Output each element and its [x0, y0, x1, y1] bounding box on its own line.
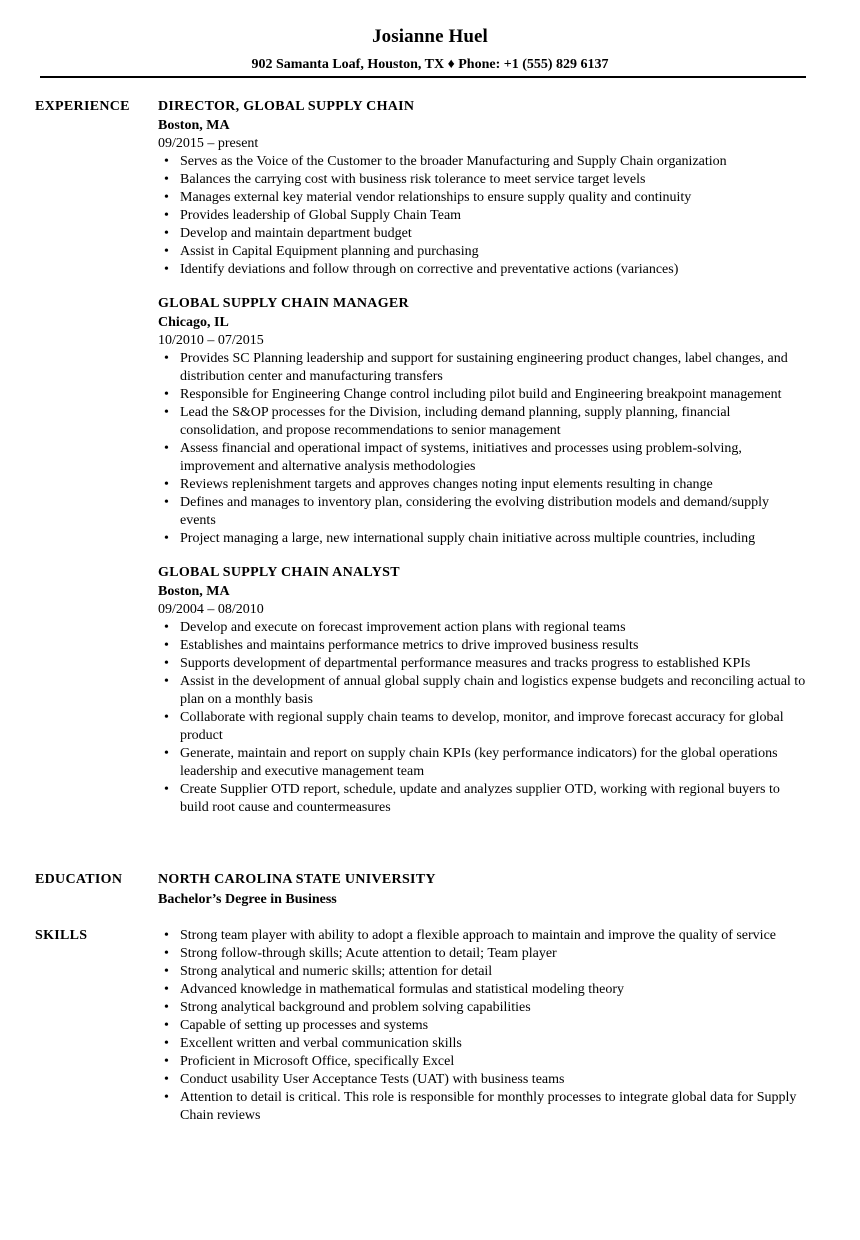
bullet-text: Project managing a large, new international supply chain initiative across multiple countries, including: [180, 531, 756, 546]
bullet-icon: •: [164, 710, 169, 725]
bullet-icon: •: [164, 638, 169, 653]
bullet-icon: •: [164, 674, 169, 689]
bullet-text: Attention to detail is critical. This role is responsible for monthly processes to integrate global data for Supply Chain reviews: [180, 1090, 797, 1123]
bullet-item: [158, 781, 808, 817]
section-label-education: EDUCATION: [35, 872, 123, 887]
degree-name: Bachelor’s Degree in Business: [158, 892, 337, 907]
job-title: DIRECTOR, GLOBAL SUPPLY CHAIN: [158, 99, 415, 114]
bullet-item: [158, 619, 808, 637]
bullet-text: Strong analytical background and problem solving capabilities: [180, 1000, 531, 1015]
bullet-text: Serves as the Voice of the Customer to the broader Manufacturing and Supply Chain organization: [180, 154, 727, 169]
bullet-icon: •: [164, 1090, 169, 1105]
bullet-item: [158, 945, 808, 963]
bullet-item: [158, 153, 808, 171]
bullet-text: Excellent written and verbal communication skills: [180, 1036, 462, 1051]
bullet-text: Assist in the development of annual global supply chain and logistics expense budgets and reconciling actual to plan on a monthly basis: [180, 674, 806, 707]
bullet-item: [158, 350, 808, 386]
bullet-item: [158, 476, 808, 494]
bullet-item: [158, 440, 808, 476]
skills-body: [158, 927, 808, 1125]
bullet-icon: •: [164, 495, 169, 510]
job-dates: 10/2010 – 07/2015: [158, 333, 264, 348]
bullet-icon: •: [164, 441, 169, 456]
bullet-text: Strong follow-through skills; Acute attention to detail; Team player: [180, 946, 557, 961]
bullet-text: Balances the carrying cost with business risk tolerance to meet service target levels: [180, 172, 646, 187]
bullet-icon: •: [164, 1036, 169, 1051]
bullet-icon: •: [164, 782, 169, 797]
bullet-icon: •: [164, 982, 169, 997]
bullet-item: [158, 261, 808, 279]
bullet-text: Generate, maintain and report on supply chain KPIs (key performance indicators) for the global operations leadership and executive management team: [180, 746, 778, 779]
bullet-item: [158, 494, 808, 530]
bullet-text: Strong team player with ability to adopt a flexible approach to maintain and improve the quality of service: [180, 928, 776, 943]
experience-body: [158, 98, 808, 833]
bullet-item: [158, 1071, 808, 1089]
bullet-text: Proficient in Microsoft Office, specifically Excel: [180, 1054, 455, 1069]
bullet-item: [158, 530, 808, 548]
education-body: [158, 871, 808, 909]
bullet-text: Create Supplier OTD report, schedule, update and analyzes supplier OTD, working with regional buyers to build root cause and countermeasures: [180, 782, 780, 815]
bullet-item: [158, 243, 808, 261]
bullet-icon: •: [164, 351, 169, 366]
resume-header: [0, 0, 860, 74]
bullet-icon: •: [164, 928, 169, 943]
bullet-text: Provides leadership of Global Supply Chain Team: [180, 208, 462, 223]
bullet-icon: •: [164, 190, 169, 205]
bullet-item: [158, 1089, 808, 1125]
bullet-item: [158, 999, 808, 1017]
contact-line: 902 Samanta Loaf, Houston, TX ♦ Phone: +1 (555) 829 6137: [251, 57, 609, 72]
bullet-icon: •: [164, 262, 169, 277]
bullet-icon: •: [164, 656, 169, 671]
header-divider: [40, 76, 806, 78]
bullet-icon: •: [164, 1072, 169, 1087]
bullet-icon: •: [164, 531, 169, 546]
bullet-text: Develop and execute on forecast improvement action plans with regional teams: [180, 620, 626, 635]
job-bullet-list: [158, 619, 808, 817]
job-dates: 09/2004 – 08/2010: [158, 602, 264, 617]
bullet-text: Assist in Capital Equipment planning and purchasing: [180, 244, 479, 259]
job-entry: [158, 98, 808, 279]
job-bullet-list: [158, 350, 808, 548]
bullet-icon: •: [164, 208, 169, 223]
bullet-icon: •: [164, 154, 169, 169]
job-title: GLOBAL SUPPLY CHAIN ANALYST: [158, 565, 400, 580]
bullet-text: Responsible for Engineering Change control including pilot build and Engineering breakpoint management: [180, 387, 782, 402]
bullet-text: Develop and maintain department budget: [180, 226, 412, 241]
bullet-icon: •: [164, 387, 169, 402]
bullet-text: Capable of setting up processes and systems: [180, 1018, 429, 1033]
bullet-icon: •: [164, 1018, 169, 1033]
bullet-item: [158, 225, 808, 243]
bullet-text: Identify deviations and follow through on corrective and preventative actions (variances): [180, 262, 679, 277]
bullet-icon: •: [164, 226, 169, 241]
job-location: Boston, MA: [158, 118, 230, 133]
skills-bullet-list: [158, 927, 808, 1125]
bullet-text: Collaborate with regional supply chain teams to develop, monitor, and improve forecast accuracy for global product: [180, 710, 784, 743]
bullet-icon: •: [164, 1054, 169, 1069]
job-location: Chicago, IL: [158, 315, 229, 330]
section-label-skills: SKILLS: [35, 928, 88, 943]
bullet-text: Manages external key material vendor relationships to ensure supply quality and continuity: [180, 190, 692, 205]
bullet-icon: •: [164, 405, 169, 420]
bullet-item: [158, 189, 808, 207]
bullet-item: [158, 207, 808, 225]
job-location: Boston, MA: [158, 584, 230, 599]
job-entry: [158, 295, 808, 548]
school-name: NORTH CAROLINA STATE UNIVERSITY: [158, 872, 436, 887]
bullet-text: Establishes and maintains performance metrics to drive improved business results: [180, 638, 639, 653]
bullet-text: Strong analytical and numeric skills; attention for detail: [180, 964, 493, 979]
bullet-item: [158, 1053, 808, 1071]
bullet-item: [158, 673, 808, 709]
bullet-icon: •: [164, 746, 169, 761]
bullet-text: Defines and manages to inventory plan, considering the evolving distribution models and demand/supply events: [180, 495, 770, 528]
bullet-item: [158, 963, 808, 981]
job-dates: 09/2015 – present: [158, 136, 259, 151]
bullet-item: [158, 171, 808, 189]
bullet-icon: •: [164, 1000, 169, 1015]
bullet-icon: •: [164, 946, 169, 961]
bullet-item: [158, 386, 808, 404]
bullet-text: Conduct usability User Acceptance Tests (UAT) with business teams: [180, 1072, 565, 1087]
bullet-text: Reviews replenishment targets and approves changes noting input elements resulting in change: [180, 477, 713, 492]
bullet-icon: •: [164, 620, 169, 635]
bullet-text: Supports development of departmental performance measures and tracks progress to established KPIs: [180, 656, 751, 671]
bullet-icon: •: [164, 964, 169, 979]
bullet-item: [158, 1035, 808, 1053]
bullet-item: [158, 709, 808, 745]
bullet-item: [158, 745, 808, 781]
bullet-item: [158, 1017, 808, 1035]
bullet-icon: •: [164, 477, 169, 492]
bullet-text: Advanced knowledge in mathematical formulas and statistical modeling theory: [180, 982, 624, 997]
job-title: GLOBAL SUPPLY CHAIN MANAGER: [158, 296, 409, 311]
bullet-icon: •: [164, 244, 169, 259]
bullet-item: [158, 404, 808, 440]
job-entry: [158, 564, 808, 817]
bullet-icon: •: [164, 172, 169, 187]
bullet-item: [158, 981, 808, 999]
job-bullet-list: [158, 153, 808, 279]
section-label-experience: EXPERIENCE: [35, 99, 130, 114]
bullet-text: Provides SC Planning leadership and support for sustaining engineering product changes, label changes, and distribution center and manufacturing transfers: [180, 351, 788, 384]
bullet-text: Lead the S&OP processes for the Division, including demand planning, supply planning, financial consolidation, and propose recommendations to senior management: [180, 405, 731, 438]
candidate-name: Josianne Huel: [372, 26, 488, 47]
bullet-item: [158, 655, 808, 673]
bullet-item: [158, 927, 808, 945]
bullet-item: [158, 637, 808, 655]
bullet-text: Assess financial and operational impact of systems, initiatives and processes using problem-solving, improvement and alternative analysis methodologies: [180, 441, 742, 474]
